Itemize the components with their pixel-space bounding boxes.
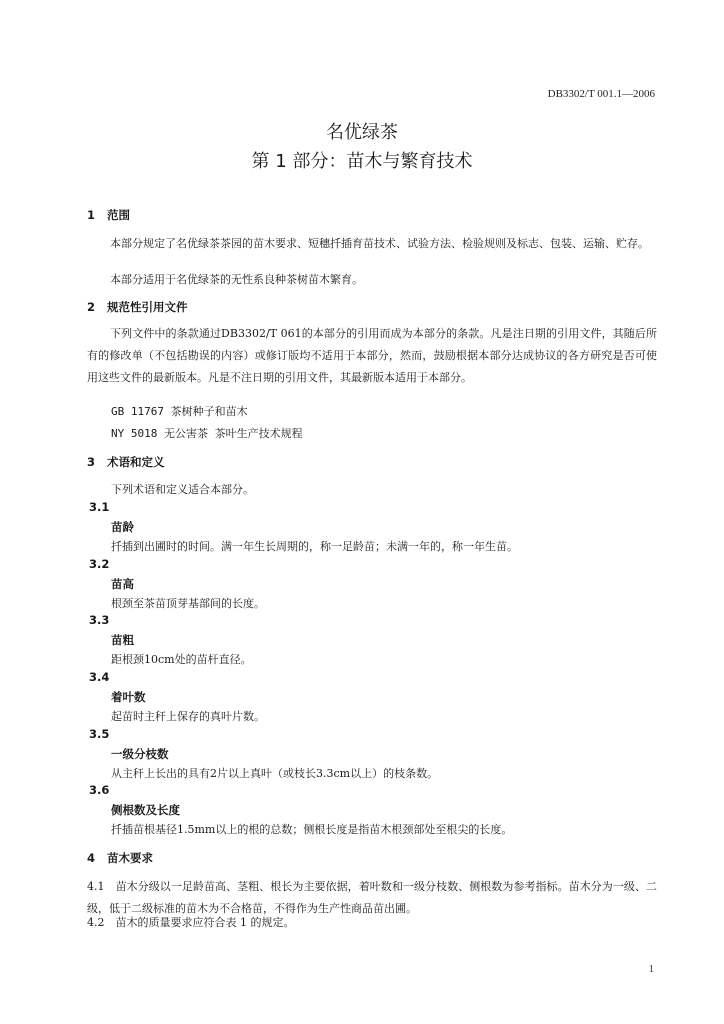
page-number: 1	[648, 963, 654, 975]
term-definition: 扦插苗根基径1.5mm以上的根的总数；侧根长度是指苗木根颈部处至根尖的长度。	[111, 823, 513, 836]
term-name: 着叶数	[111, 690, 146, 704]
section-1-heading	[87, 207, 130, 223]
term-definition: 从主秆上长出的具有2片以上真叶（或枝长3.3cm以上）的枝条数。	[111, 767, 439, 780]
section-title: 苗木要求	[107, 851, 153, 865]
section-1-paragraph-1: 本部分规定了名优绿茶茶园的苗木要求、短穗扦插育苗技术、试验方法、检验规则及标志、包装、运输、贮存。	[110, 237, 649, 250]
section-3-intro: 下列术语和定义适合本部分。	[111, 483, 254, 496]
term-name: 苗龄	[111, 520, 134, 534]
standard-number: DB3302/T 001.1—2006	[547, 88, 655, 100]
section-1-paragraph-2: 本部分适用于名优绿茶的无性系良种茶树苗木繁育。	[110, 273, 363, 286]
section-number: 4	[87, 851, 96, 865]
term-name: 侧根数及长度	[111, 803, 180, 817]
section-4-heading	[87, 850, 153, 866]
document-title: 名优绿茶	[326, 122, 398, 143]
section-2-heading	[87, 299, 188, 315]
section-title: 规范性引用文件	[107, 300, 188, 314]
section-2-paragraph: 下列文件中的条款通过DB3302/T 061的本部分的引用而成为本部分的条款。凡是注日期的引用文件，其随后所有的修改单（不包括勘误的内容）或修订版均不适用于本部分，然而，鼓励根据本部分达成协议的各方研究是否可使用这些文件的最新版本。凡是不注日期的引用文件，其最新版本适用于本部分。	[87, 327, 657, 384]
document-subtitle: 第 1 部分：苗木与繁育技术	[251, 151, 473, 172]
term-name: 苗粗	[111, 633, 134, 647]
clause-4-2: 4.2 苗木的质量要求应符合表 1 的规定。	[87, 916, 295, 929]
term-number: 3.1	[89, 500, 110, 514]
section-title: 术语和定义	[107, 455, 165, 469]
section-number: 1	[87, 208, 96, 222]
term-number: 3.3	[89, 613, 110, 627]
term-number: 3.4	[89, 670, 110, 684]
term-number: 3.2	[89, 557, 110, 571]
term-number: 3.6	[89, 783, 110, 797]
term-definition: 扦插到出圃时的时间。满一年生长周期的，称一足龄苗；未满一年的，称一年生苗。	[111, 540, 518, 553]
term-name: 苗高	[111, 577, 134, 591]
reference-ny5018: NY 5018 无公害茶 茶叶生产技术规程	[111, 427, 303, 440]
section-number: 2	[87, 300, 96, 314]
term-name: 一级分枝数	[111, 747, 169, 761]
reference-gb11767: GB 11767 茶树种子和苗木	[111, 405, 248, 418]
term-number: 3.5	[89, 727, 110, 741]
section-number: 3	[87, 455, 96, 469]
section-title: 范围	[107, 208, 130, 222]
term-definition: 根颈至茶苗顶芽基部间的长度。	[111, 597, 265, 610]
section-3-heading	[87, 454, 165, 470]
clause-4-1: 4.1 苗木分级以一足龄苗高、茎粗、根长为主要依据，着叶数和一级分枝数、侧根数为参考指标。苗木分为一级、二级，低于二级标准的苗木为不合格苗，不得作为生产性商品苗出圃。	[87, 880, 657, 915]
term-definition: 距根颈10cm处的苗杆直径。	[111, 653, 252, 666]
term-definition: 起苗时主秆上保存的真叶片数。	[111, 710, 265, 723]
